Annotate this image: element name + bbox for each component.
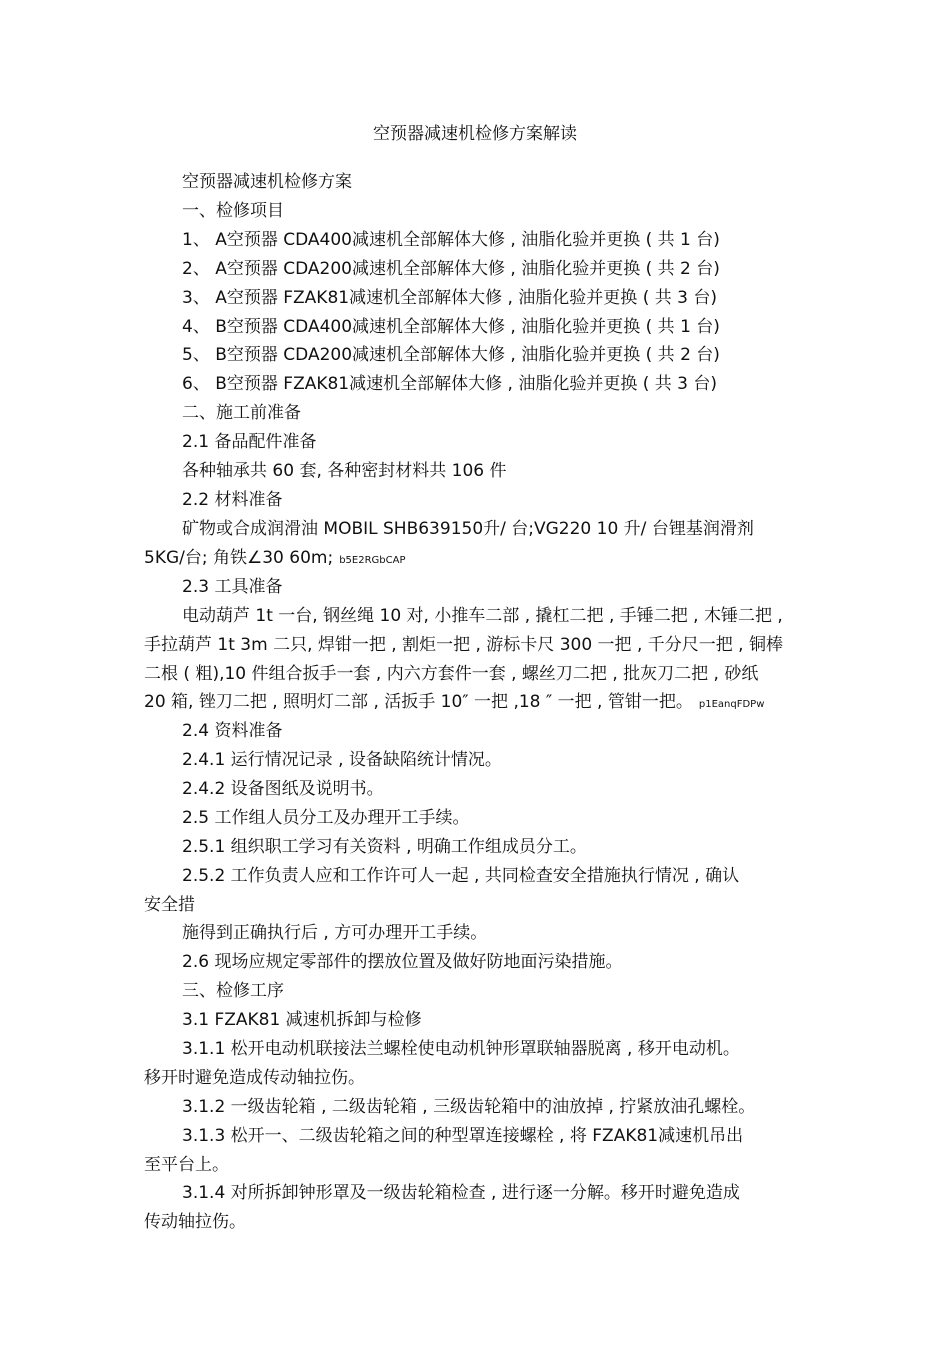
paragraph-line: 3.1.1 松开电动机联接法兰螺栓使电动机钟形罩联轴器脱离 , 移开电动机。 (182, 1039, 740, 1059)
watermark-code: b5E2RGbCAP (339, 555, 406, 566)
subsection-heading: 2.1 备品配件准备 (182, 432, 317, 452)
paragraph-line: 至平台上。 (144, 1155, 229, 1175)
list-item: 4、 B空预器 CDA400减速机全部解体大修 , 油脂化验并更换 ( 共 1 台) (182, 317, 720, 337)
paragraph-line: 2.6 现场应规定零部件的摆放位置及做好防地面污染措施。 (182, 952, 623, 972)
paragraph-line (144, 690, 764, 717)
section-heading: 二、施工前准备 (182, 403, 301, 423)
paragraph-text: 20 箱, 锉刀二把 , 照明灯二部 , 活扳手 10″ 一把 ,18 ″ 一把 , 管钳一把。 (144, 692, 693, 712)
paragraph-line: 2.4.1 运行情况记录 , 设备缺陷统计情况。 (182, 750, 502, 770)
subsection-heading: 2.3 工具准备 (182, 577, 283, 597)
list-item: 1、 A空预器 CDA400减速机全部解体大修 , 油脂化验并更换 ( 共 1 台) (182, 230, 720, 250)
paragraph-line: 3.1.2 一级齿轮箱 , 二级齿轮箱 , 三级齿轮箱中的油放掉 , 拧紧放油孔螺栓。 (182, 1097, 756, 1117)
section-heading: 一、检修项目 (182, 201, 284, 221)
paragraph-line: 手拉葫芦 1t 3m 二只, 焊钳一把 , 割炬一把 , 游标卡尺 300 一把 , 千分尺一把 , 铜棒 (144, 635, 783, 655)
paragraph-line: 2.5.1 组织职工学习有关资料 , 明确工作组成员分工。 (182, 837, 587, 857)
list-item: 2、 A空预器 CDA200减速机全部解体大修 , 油脂化验并更换 ( 共 2 台) (182, 259, 720, 279)
paragraph-line: 2.4.2 设备图纸及说明书。 (182, 779, 384, 799)
paragraph-line: 施得到正确执行后 , 方可办理开工手续。 (182, 923, 488, 943)
paragraph-line: 3.1.4 对所拆卸钟形罩及一级齿轮箱检查 , 进行逐一分解。移开时避免造成 (182, 1183, 740, 1203)
paragraph-text: 5KG/台; 角铁∠30 60m; (144, 548, 334, 568)
paragraph-line: 电动葫芦 1t 一台, 钢丝绳 10 对, 小推车二部 , 撬杠二把 , 手锤二把 , 木锤二把 , (182, 606, 783, 626)
paragraph-line: 移开时避免造成传动轴拉伤。 (144, 1068, 365, 1088)
list-item: 6、 B空预器 FZAK81减速机全部解体大修 , 油脂化验并更换 ( 共 3 台) (182, 374, 718, 394)
paragraph-line: 矿物或合成润滑油 MOBIL SHB639150升/ 台;VG220 10 升/ 台锂基润滑剂 (182, 519, 754, 539)
section-heading: 三、检修工序 (182, 981, 284, 1001)
paragraph-line: 2.5.2 工作负责人应和工作许可人一起 , 共同检查安全措施执行情况 , 确认 (182, 866, 740, 886)
subsection-heading: 2.2 材料准备 (182, 490, 283, 510)
paragraph-line: 传动轴拉伤。 (144, 1212, 246, 1232)
document-title: 空预器减速机检修方案解读 (373, 124, 577, 144)
paragraph-line: 二根 ( 粗),10 件组合扳手一套 , 内六方套件一套 , 螺丝刀二把 , 批灰刀二把 , 砂纸 (144, 664, 759, 684)
list-item: 5、 B空预器 CDA200减速机全部解体大修 , 油脂化验并更换 ( 共 2 台) (182, 345, 720, 365)
subsection-heading: 3.1 FZAK81 减速机拆卸与检修 (182, 1010, 422, 1030)
paragraph-line (144, 546, 406, 573)
subsection-heading: 2.4 资料准备 (182, 721, 283, 741)
list-item: 3、 A空预器 FZAK81减速机全部解体大修 , 油脂化验并更换 ( 共 3 台) (182, 288, 717, 308)
section-heading: 空预器减速机检修方案 (182, 172, 352, 192)
paragraph-line: 各种轴承共 60 套, 各种密封材料共 106 件 (182, 461, 507, 481)
watermark-code: p1EanqFDPw (698, 699, 765, 710)
subsection-heading: 2.5 工作组人员分工及办理开工手续。 (182, 808, 470, 828)
paragraph-line: 安全措 (144, 895, 195, 915)
paragraph-line: 3.1.3 松开一、二级齿轮箱之间的种型罩连接螺栓 , 将 FZAK81减速机吊出 (182, 1126, 744, 1146)
